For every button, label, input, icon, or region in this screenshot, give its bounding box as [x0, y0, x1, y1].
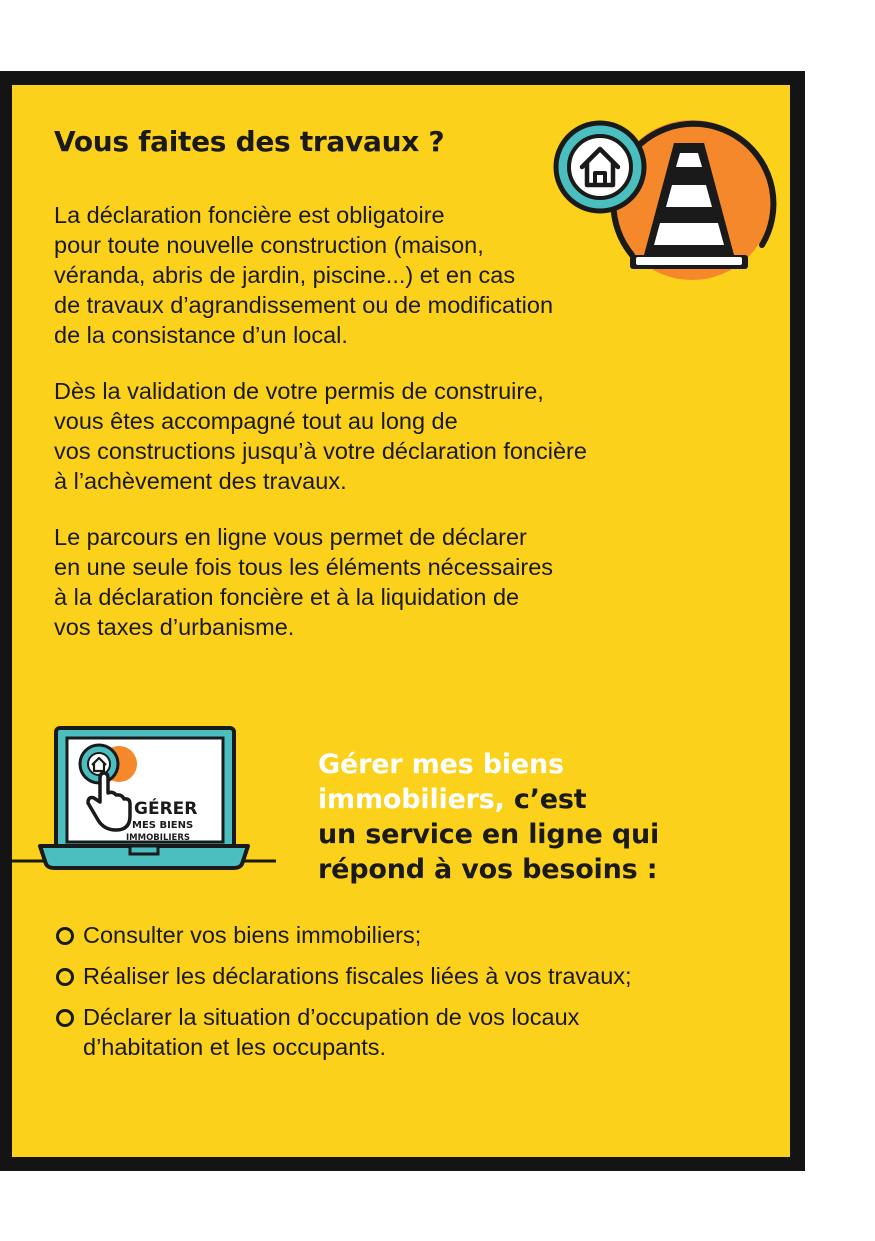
service-headline: [318, 747, 659, 887]
laptop-icon: [12, 720, 282, 880]
service-name-line2: immobiliers,: [318, 784, 505, 815]
paragraph-declaration: La déclaration foncière est obligatoire pour toute nouvelle construction (maison, véranda, abris de jardin, piscine...) et en cas de travaux d’agrandissement ou de modification de la consistance d’un local.: [54, 202, 554, 348]
house-icon: [556, 123, 644, 211]
headline-line3: un service en ligne qui: [318, 819, 660, 850]
bullet-circle-icon: [56, 1009, 74, 1027]
info-panel: [12, 85, 790, 1157]
service-name-line1: Gérer mes biens: [318, 749, 564, 780]
paragraph-permit: Dès la validation de votre permis de construire, vous êtes accompagné tout au long de vos constructions jusqu’à votre déclaration foncière à l’achèvement des travaux.: [54, 378, 587, 494]
info-panel-frame: [0, 71, 805, 1171]
paragraph-online: Le parcours en ligne vous permet de déclarer en une seule fois tous les éléments nécessaires à la déclaration foncière et à la liquidation de vos taxes d’urbanisme.: [54, 524, 554, 640]
list-item-text: Consulter vos biens immobiliers;: [83, 922, 422, 948]
list-item: [56, 920, 632, 950]
section-title: Vous faites des travaux ?: [54, 125, 445, 158]
list-item: [56, 1002, 632, 1062]
list-item-text: Déclarer la situation d’occupation de vos locaux d’habitation et les occupants.: [83, 1004, 580, 1060]
logo-title: GÉRER: [134, 799, 198, 819]
list-item: [56, 961, 632, 991]
feature-list: [56, 920, 632, 1073]
list-item-text: Réaliser les déclarations fiscales liées à vos travaux;: [83, 963, 632, 989]
traffic-cone-icon: [552, 105, 784, 295]
headline-line4: répond à vos besoins :: [318, 854, 658, 885]
bullet-circle-icon: [56, 927, 74, 945]
logo-subtitle-2: IMMOBILIERS: [126, 833, 190, 843]
logo-subtitle: MES BIENS: [132, 820, 194, 831]
headline-rest-line2: c’est: [504, 784, 587, 815]
bullet-circle-icon: [56, 968, 74, 986]
